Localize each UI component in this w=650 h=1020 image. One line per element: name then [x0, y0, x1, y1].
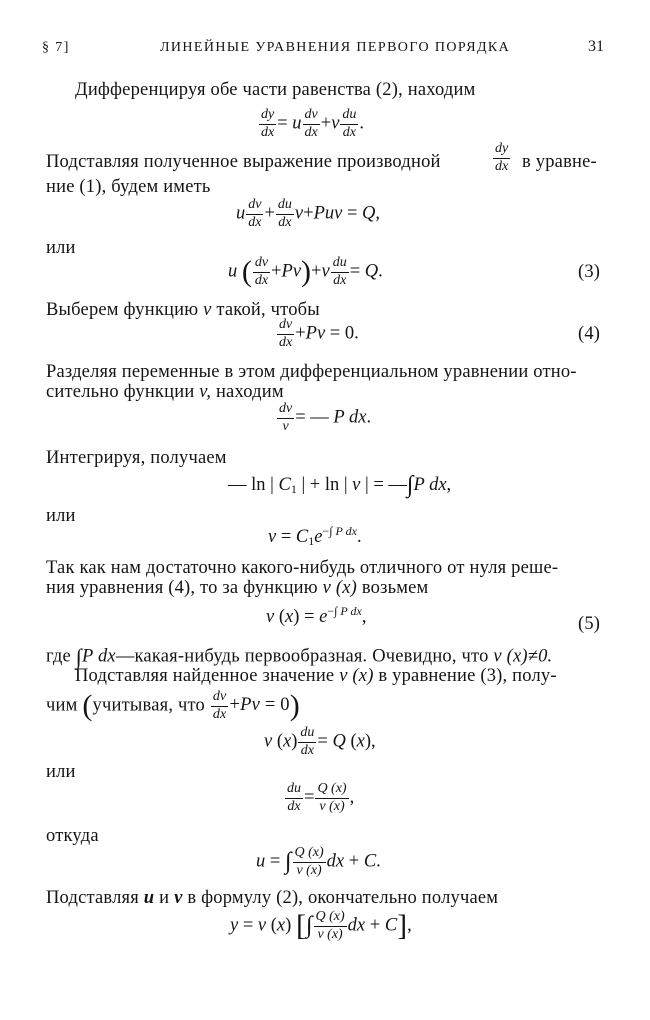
equation-vu: v (x) $\frac{du}{dx}$ = Q (x), — [264, 725, 376, 758]
paragraph-3-text: Выберем функцию — [46, 300, 199, 320]
equation-derivative: $\frac{dy}{dx}$ = u $\frac{dv}{dx}$ +v $\frac{du}{dx}$ . — [261, 107, 365, 140]
v-nonzero: v (x)≠0. — [493, 646, 553, 667]
equation-separated: $\frac{dv}{v}$ = — P dx. — [279, 401, 372, 434]
paragraph-6-line-2 — [46, 578, 428, 599]
paragraph-7-text: где — [46, 646, 71, 667]
variable-v: v, — [199, 382, 212, 402]
paragraph-5: Интегрируя, получаем — [46, 448, 227, 468]
equation-integrated: — ln | $C_1$ | + ln | v | = —∫P dx, — [228, 472, 452, 498]
variable-v: v — [203, 300, 212, 320]
section-marker: § 7] — [42, 40, 70, 55]
equation-label-5: (5) — [578, 614, 601, 634]
function-v-x: v (x) — [322, 578, 357, 598]
paragraph-8-line-1 — [75, 666, 557, 687]
text-otkuda: откуда — [46, 826, 99, 846]
paragraph-9 — [46, 888, 498, 909]
paragraph-8-note: учитывая, что — [92, 695, 205, 716]
paragraph-6-text: ния уравнения (4), то за функцию — [46, 578, 318, 598]
paragraph-9-text: Подставляя — [46, 888, 139, 908]
equation-du-dx: $\frac{du}{dx}$ = $\frac{Q (x)}{v (x)}$ , — [287, 781, 355, 814]
paragraph-2-text: Подставляя полученное выражение производной — [46, 152, 441, 172]
function-v-x: v (x) — [339, 666, 374, 686]
paragraph-9-end: в формулу (2), окончательно получаем — [187, 888, 499, 908]
equation-v-general: $v = C_1e^{-\int P dx}$. — [268, 524, 362, 549]
page-number: 31 — [588, 38, 604, 55]
paragraph-8-line-2: чим (учитывая, что $\frac{dv}{dx}$ +Pv = 0) — [46, 689, 300, 723]
paragraph-6-line-1: Так как нам достаточно какого-нибудь отличного от нуля реше- — [46, 558, 559, 578]
paragraph-7-middle: —какая-нибудь первообразная. Очевидно, что — [115, 646, 489, 667]
integral-p-dx: P dx — [81, 646, 116, 667]
paragraph-3-end: такой, чтобы — [216, 300, 320, 320]
paragraph-4-line-2 — [46, 382, 284, 403]
equation-substituted: u $\frac{dv}{dx}$ + $\frac{du}{dx}$ v+Puv = Q, — [236, 197, 381, 230]
equation-label-4: (4) — [578, 324, 601, 344]
paragraph-7: где ∫P dx—какая-нибудь первообразная. Очевидно, что v (x)≠0. — [46, 644, 553, 669]
paragraph-1: Дифференцируя обе части равенства (2), находим — [75, 80, 476, 100]
paragraph-8-end: в уравнение (3), полу- — [378, 666, 557, 686]
paragraph-4-line-1: Разделяя переменные в этом дифференциальном уравнении отно- — [46, 362, 577, 382]
equation-3: u ( $\frac{dv}{dx}$ +Pv)+v $\frac{du}{dx}$ = Q. — [228, 255, 383, 289]
paragraph-2-end: в уравне- — [522, 152, 597, 172]
equation-final: y = v (x) [∫ $\frac{Q (x)}{v (x)}$ dx + C], — [230, 909, 412, 943]
variable-u: u — [143, 888, 155, 908]
paragraph-8-text: Подставляя найденное значение — [75, 666, 335, 686]
equation-u: u = ∫ $\frac{Q (x)}{v (x)}$ dx + C. — [256, 845, 381, 878]
text-ili-3: или — [46, 762, 76, 782]
inline-derivative: $\frac{dy}{dx}$ — [495, 141, 509, 174]
paragraph-6-end: возьмем — [361, 578, 429, 598]
equation-4: $\frac{dv}{dx}$ +Pv = 0. — [279, 317, 359, 350]
text-ili-2: или — [46, 506, 76, 526]
equation-5: v $(x) = e^{-\int P dx}$, — [266, 604, 367, 628]
running-title: ЛИНЕЙНЫЕ УРАВНЕНИЯ ПЕРВОГО ПОРЯДКА — [160, 40, 511, 55]
equation-label-3: (3) — [578, 262, 601, 282]
paragraph-4-text: сительно функции — [46, 382, 195, 402]
paragraph-4-end: находим — [215, 382, 284, 402]
text-ili-1: или — [46, 238, 76, 258]
paragraph-2-line-1 — [46, 152, 441, 173]
paragraph-2-line-2: ние (1), будем иметь — [46, 177, 211, 197]
paragraph-8-chim: чим — [46, 695, 78, 716]
variable-v: v — [174, 888, 183, 908]
conjunction-and: и — [159, 888, 170, 908]
